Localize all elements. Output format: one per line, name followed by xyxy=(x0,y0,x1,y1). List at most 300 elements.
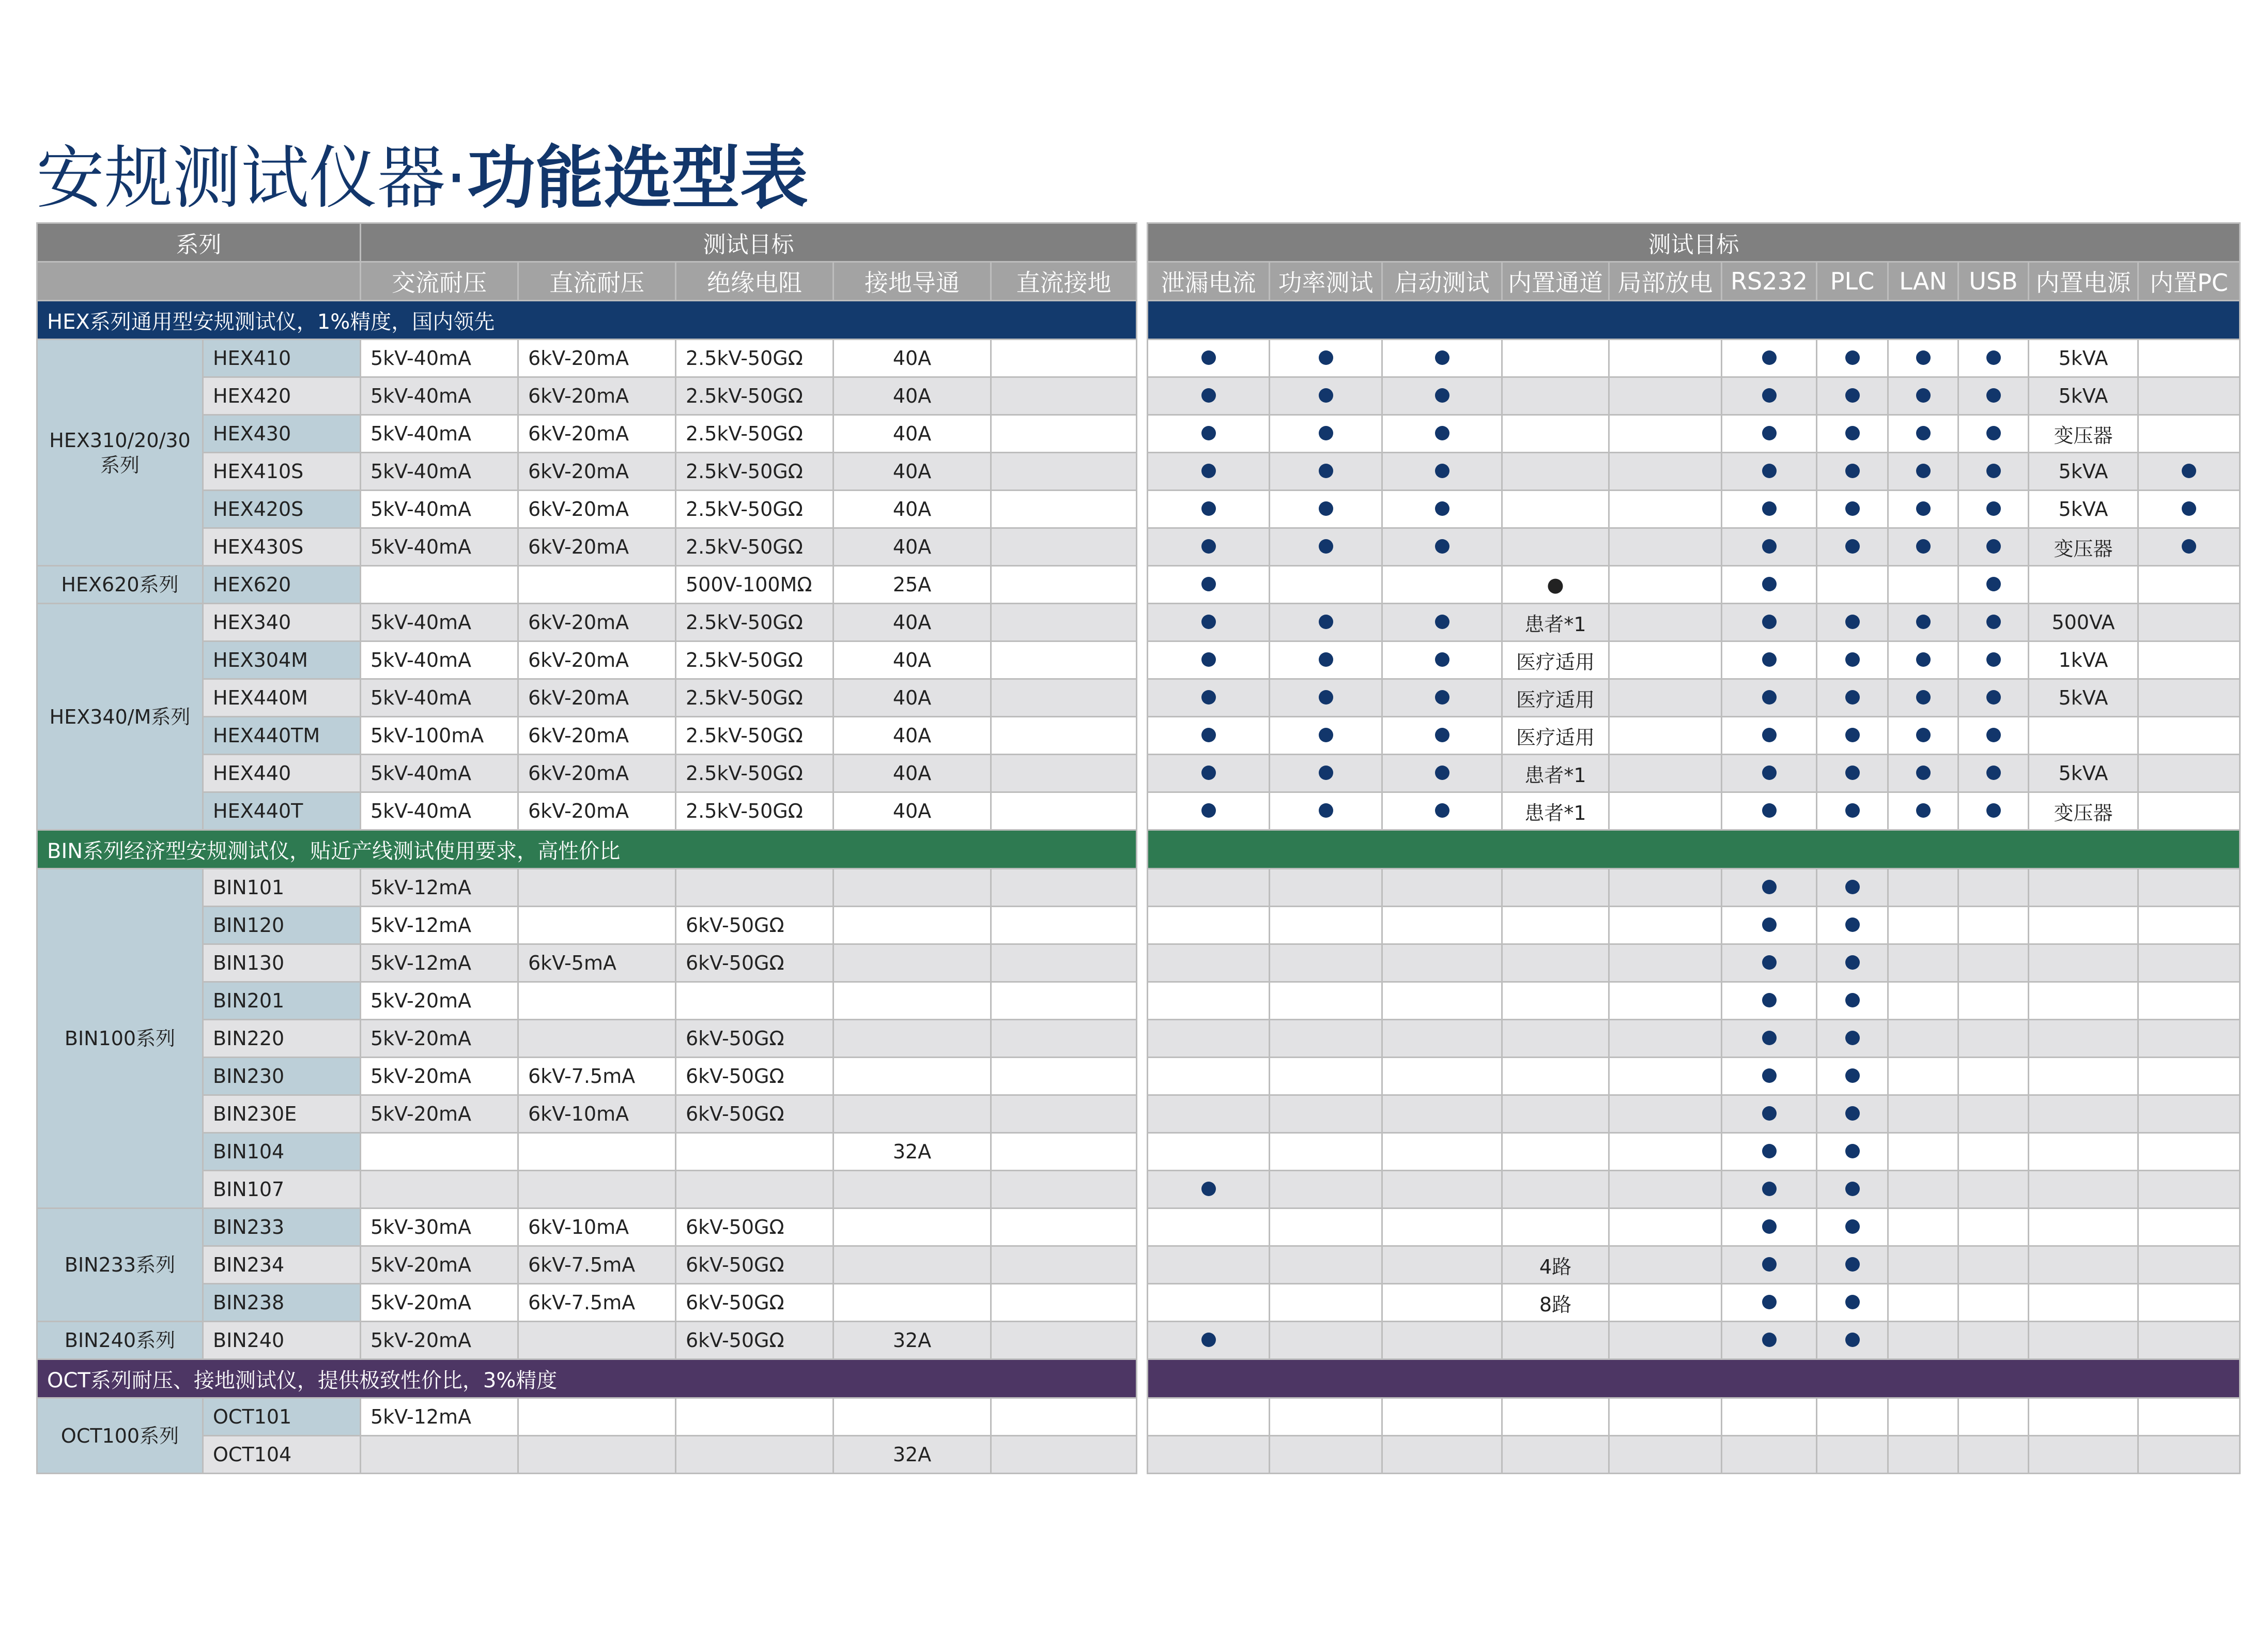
spec-cell xyxy=(991,1020,1137,1058)
feature-cell xyxy=(1888,641,1958,679)
spec-cell xyxy=(991,491,1137,528)
series-cell xyxy=(37,1398,203,1474)
feature-cell xyxy=(1382,453,1502,491)
feature-cell xyxy=(1722,1284,1817,1322)
feature-cell xyxy=(1270,755,1382,792)
feature-dot-icon xyxy=(1201,766,1216,780)
spec-cell xyxy=(991,1436,1137,1474)
feature-text-cell xyxy=(1609,1322,1722,1359)
feature-dot-icon xyxy=(1845,955,1860,970)
feature-cell xyxy=(1270,340,1382,377)
section-row xyxy=(37,830,2240,869)
table-row xyxy=(37,604,2240,641)
feature-dot-icon xyxy=(1845,1182,1860,1196)
feature-cell xyxy=(1817,1133,1888,1171)
column-gap xyxy=(1137,1095,1148,1133)
feature-cell xyxy=(1382,1246,1502,1284)
spec-cell xyxy=(518,1133,676,1171)
column-gap xyxy=(1137,491,1148,528)
spec-cell: 5kV-40mA xyxy=(361,528,518,566)
spec-cell: 40A xyxy=(834,340,991,377)
feature-cell xyxy=(1888,528,1958,566)
column-gap xyxy=(1137,792,1148,830)
feature-dot-icon xyxy=(1845,350,1860,365)
feature-cell xyxy=(1888,869,1958,907)
feature-cell xyxy=(1888,1436,1958,1474)
feature-cell xyxy=(2138,1208,2240,1246)
feature-cell xyxy=(1382,717,1502,755)
model-cell: BIN201 xyxy=(203,982,361,1020)
spec-cell xyxy=(991,1133,1137,1171)
spec-cell xyxy=(834,1095,991,1133)
feature-dot-icon xyxy=(1201,690,1216,705)
feature-text-cell xyxy=(1609,1058,1722,1095)
col-header: LAN xyxy=(1888,262,1958,301)
feature-cell xyxy=(1382,1322,1502,1359)
feature-text-cell xyxy=(1609,792,1722,830)
feature-cell xyxy=(1722,982,1817,1020)
feature-cell xyxy=(1958,641,2029,679)
feature-text-cell xyxy=(2029,869,2138,907)
spec-cell: 6kV-7.5mA xyxy=(518,1246,676,1284)
feature-dot-icon xyxy=(1319,803,1333,818)
feature-cell xyxy=(1888,1020,1958,1058)
feature-cell xyxy=(1958,1246,2029,1284)
feature-dot-icon xyxy=(1435,464,1449,478)
feature-text-cell xyxy=(2029,1133,2138,1171)
feature-dot-icon xyxy=(1916,766,1931,780)
spec-cell: 5kV-100mA xyxy=(361,717,518,755)
feature-text-cell xyxy=(1502,1020,1609,1058)
feature-text-cell xyxy=(2029,982,2138,1020)
model-cell: HEX620 xyxy=(203,566,361,604)
feature-dot-icon xyxy=(1986,690,2001,705)
feature-cell xyxy=(1958,566,2029,604)
feature-cell xyxy=(2138,1284,2240,1322)
spec-cell: 25A xyxy=(834,566,991,604)
feature-dot-icon xyxy=(2182,501,2196,516)
feature-text-cell xyxy=(1502,1095,1609,1133)
section-row xyxy=(37,301,2240,340)
spec-cell: 6kV-20mA xyxy=(518,679,676,717)
spec-cell: 6kV-50GΩ xyxy=(676,944,834,982)
feature-dot-icon xyxy=(1762,1182,1777,1196)
model-cell: HEX304M xyxy=(203,641,361,679)
feature-text-cell xyxy=(2029,1246,2138,1284)
feature-cell xyxy=(1722,1436,1817,1474)
feature-dot-icon xyxy=(1762,766,1777,780)
feature-cell xyxy=(1722,792,1817,830)
feature-dot-icon xyxy=(1201,388,1216,403)
feature-cell xyxy=(2138,792,2240,830)
table-row xyxy=(37,1246,2240,1284)
series-cell xyxy=(37,604,203,830)
spec-cell: 40A xyxy=(834,415,991,453)
feature-cell xyxy=(1148,1246,1270,1284)
feature-text-cell xyxy=(2029,1284,2138,1322)
feature-dot-icon xyxy=(1986,501,2001,516)
feature-dot-icon xyxy=(1762,1144,1777,1158)
feature-cell xyxy=(1382,1020,1502,1058)
feature-cell xyxy=(1148,566,1270,604)
feature-cell xyxy=(1148,717,1270,755)
spec-cell: 2.5kV-50GΩ xyxy=(676,340,834,377)
column-gap xyxy=(1137,944,1148,982)
series-label: HEX310/20/30 xyxy=(49,429,191,452)
feature-text-cell: 患者*1 xyxy=(1502,604,1609,641)
spec-cell xyxy=(991,415,1137,453)
column-gap xyxy=(1137,415,1148,453)
feature-cell xyxy=(2138,1058,2240,1095)
feature-dot-icon xyxy=(1319,464,1333,478)
feature-cell xyxy=(1270,944,1382,982)
feature-cell xyxy=(1958,1208,2029,1246)
feature-cell xyxy=(1722,1208,1817,1246)
spec-cell: 2.5kV-50GΩ xyxy=(676,491,834,528)
feature-dot-icon xyxy=(1201,1333,1216,1347)
spec-cell xyxy=(518,1322,676,1359)
feature-dot-icon xyxy=(1986,464,2001,478)
feature-cell xyxy=(1270,1095,1382,1133)
feature-cell xyxy=(1382,377,1502,415)
feature-dot-icon xyxy=(1845,1031,1860,1045)
feature-cell xyxy=(2138,982,2240,1020)
feature-cell xyxy=(1817,1436,1888,1474)
feature-cell xyxy=(1270,1133,1382,1171)
feature-text-cell xyxy=(1609,415,1722,453)
feature-dot-icon xyxy=(1435,426,1449,440)
series-cell xyxy=(37,1322,203,1359)
series-label: BIN233系列 xyxy=(64,1253,176,1276)
feature-cell xyxy=(1382,1208,1502,1246)
spec-cell: 5kV-12mA xyxy=(361,944,518,982)
feature-dot-icon xyxy=(1845,464,1860,478)
model-cell: HEX410S xyxy=(203,453,361,491)
feature-text-cell xyxy=(2029,1095,2138,1133)
model-cell: HEX420 xyxy=(203,377,361,415)
feature-cell xyxy=(1817,377,1888,415)
spec-cell: 40A xyxy=(834,377,991,415)
table-row xyxy=(37,755,2240,792)
series-label: OCT100系列 xyxy=(60,1424,179,1447)
feature-dot-icon xyxy=(1319,501,1333,516)
spec-cell xyxy=(991,528,1137,566)
feature-cell xyxy=(1722,717,1817,755)
feature-text-cell xyxy=(2029,1398,2138,1436)
feature-cell xyxy=(1270,1436,1382,1474)
feature-text-cell: 8路 xyxy=(1502,1284,1609,1322)
spec-cell: 5kV-20mA xyxy=(361,1246,518,1284)
feature-dot-icon xyxy=(1319,426,1333,440)
spec-cell xyxy=(834,869,991,907)
feature-text-cell xyxy=(1609,453,1722,491)
table-body xyxy=(37,301,2240,1474)
feature-dot-icon xyxy=(1845,539,1860,554)
feature-cell xyxy=(1270,1322,1382,1359)
spec-cell xyxy=(518,907,676,944)
spec-cell xyxy=(991,377,1137,415)
feature-dot-icon xyxy=(2182,464,2196,478)
model-cell: BIN107 xyxy=(203,1171,361,1208)
feature-cell xyxy=(1270,1171,1382,1208)
spec-cell: 40A xyxy=(834,453,991,491)
spec-cell: 2.5kV-50GΩ xyxy=(676,528,834,566)
spec-cell xyxy=(991,869,1137,907)
section-label: HEX系列通用型安规测试仪，1%精度，国内领先 xyxy=(37,301,1137,340)
spec-cell xyxy=(834,982,991,1020)
spec-cell xyxy=(676,1436,834,1474)
feature-text-cell: 患者*1 xyxy=(1502,755,1609,792)
feature-dot-icon xyxy=(1201,501,1216,516)
table-row xyxy=(37,679,2240,717)
feature-dot-icon xyxy=(1201,615,1216,629)
feature-dot-icon xyxy=(1845,1219,1860,1234)
feature-dot-icon xyxy=(1986,426,2001,440)
column-gap xyxy=(1137,641,1148,679)
feature-cell xyxy=(1958,415,2029,453)
feature-cell xyxy=(1148,1133,1270,1171)
spec-cell: 5kV-12mA xyxy=(361,907,518,944)
feature-dot-icon xyxy=(1762,1295,1777,1309)
feature-cell xyxy=(1382,415,1502,453)
feature-cell xyxy=(1888,679,1958,717)
feature-cell xyxy=(1722,491,1817,528)
feature-cell xyxy=(1722,1020,1817,1058)
spec-cell: 6kV-50GΩ xyxy=(676,1208,834,1246)
feature-cell xyxy=(1270,717,1382,755)
spec-cell: 5kV-20mA xyxy=(361,1284,518,1322)
header-blank xyxy=(37,262,361,301)
feature-cell xyxy=(1958,1133,2029,1171)
table-row xyxy=(37,869,2240,907)
feature-cell xyxy=(1382,604,1502,641)
page-title xyxy=(36,132,808,225)
feature-cell xyxy=(1148,792,1270,830)
feature-dot-icon xyxy=(1435,539,1449,554)
spec-cell: 5kV-20mA xyxy=(361,1020,518,1058)
feature-text-cell xyxy=(1502,528,1609,566)
feature-cell xyxy=(1148,453,1270,491)
feature-cell xyxy=(1148,377,1270,415)
feature-dot-icon xyxy=(1435,350,1449,365)
feature-cell xyxy=(1148,641,1270,679)
feature-text-cell xyxy=(2029,1208,2138,1246)
spec-cell: 2.5kV-50GΩ xyxy=(676,679,834,717)
feature-cell xyxy=(1958,907,2029,944)
feature-dot-icon xyxy=(1762,388,1777,403)
feature-cell xyxy=(1148,604,1270,641)
feature-cell xyxy=(2138,717,2240,755)
feature-text-cell: 5kVA xyxy=(2029,340,2138,377)
feature-dot-icon xyxy=(1762,803,1777,818)
feature-dot-icon xyxy=(1916,690,1931,705)
spec-cell xyxy=(676,1171,834,1208)
feature-cell xyxy=(2138,641,2240,679)
column-gap xyxy=(1137,1133,1148,1171)
model-cell: BIN230 xyxy=(203,1058,361,1095)
spec-cell xyxy=(518,1020,676,1058)
feature-cell xyxy=(1270,453,1382,491)
spec-cell xyxy=(991,641,1137,679)
feature-cell xyxy=(1270,377,1382,415)
feature-cell xyxy=(1958,869,2029,907)
feature-cell xyxy=(1722,340,1817,377)
column-gap xyxy=(1137,1284,1148,1322)
model-cell: HEX430 xyxy=(203,415,361,453)
feature-cell xyxy=(1958,1171,2029,1208)
feature-cell xyxy=(1148,755,1270,792)
column-gap xyxy=(1137,1436,1148,1474)
feature-cell xyxy=(1148,944,1270,982)
table-row xyxy=(37,1020,2240,1058)
spec-cell: 5kV-40mA xyxy=(361,641,518,679)
series-label: BIN100系列 xyxy=(64,1027,176,1050)
feature-dot-icon xyxy=(1319,615,1333,629)
feature-dot-icon xyxy=(1762,501,1777,516)
feature-dot-icon xyxy=(1435,615,1449,629)
column-gap xyxy=(1137,1246,1148,1284)
table-row xyxy=(37,1095,2240,1133)
spec-cell: 40A xyxy=(834,491,991,528)
feature-cell xyxy=(1958,453,2029,491)
feature-cell xyxy=(1722,377,1817,415)
feature-cell xyxy=(1382,340,1502,377)
feature-text-cell xyxy=(2029,1322,2138,1359)
feature-cell xyxy=(1270,1020,1382,1058)
model-cell: BIN240 xyxy=(203,1322,361,1359)
feature-text-cell xyxy=(2029,1058,2138,1095)
feature-cell xyxy=(1382,679,1502,717)
feature-cell xyxy=(1817,1020,1888,1058)
feature-cell xyxy=(1958,1436,2029,1474)
column-gap xyxy=(1137,1020,1148,1058)
col-header: 接地导通 xyxy=(834,262,991,301)
spec-cell xyxy=(991,340,1137,377)
feature-dot-icon xyxy=(1916,501,1931,516)
col-header: 内置通道 xyxy=(1502,262,1609,301)
feature-dot-icon xyxy=(1845,615,1860,629)
feature-cell xyxy=(1958,1095,2029,1133)
feature-cell xyxy=(1148,1398,1270,1436)
section-fill xyxy=(1148,301,2240,340)
spec-cell: 6kV-20mA xyxy=(518,792,676,830)
feature-cell xyxy=(1382,1171,1502,1208)
spec-cell: 2.5kV-50GΩ xyxy=(676,641,834,679)
col-header: 启动测试 xyxy=(1382,262,1502,301)
feature-cell xyxy=(1722,1058,1817,1095)
spec-cell: 2.5kV-50GΩ xyxy=(676,604,834,641)
feature-cell xyxy=(1958,528,2029,566)
feature-cell xyxy=(1722,1171,1817,1208)
feature-cell xyxy=(1817,1398,1888,1436)
spec-cell: 5kV-12mA xyxy=(361,1398,518,1436)
spec-cell xyxy=(361,566,518,604)
feature-dot-icon xyxy=(1201,464,1216,478)
feature-text-cell xyxy=(1609,641,1722,679)
spec-cell xyxy=(518,982,676,1020)
spec-cell xyxy=(834,1058,991,1095)
feature-cell xyxy=(1722,415,1817,453)
feature-cell xyxy=(1270,1246,1382,1284)
feature-text-cell: 4路 xyxy=(1502,1246,1609,1284)
series-cell xyxy=(37,566,203,604)
feature-text-cell: 5kVA xyxy=(2029,679,2138,717)
feature-cell xyxy=(1888,982,1958,1020)
table-row xyxy=(37,717,2240,755)
feature-cell xyxy=(2138,1246,2240,1284)
feature-dot-icon xyxy=(1319,690,1333,705)
feature-text-cell xyxy=(1609,604,1722,641)
feature-cell xyxy=(1148,1436,1270,1474)
page-title-emphasis: 功能选型表 xyxy=(467,139,808,218)
series-label: BIN240系列 xyxy=(64,1329,176,1352)
spec-cell: 5kV-40mA xyxy=(361,340,518,377)
model-cell: BIN238 xyxy=(203,1284,361,1322)
feature-cell xyxy=(1270,792,1382,830)
feature-cell xyxy=(1817,641,1888,679)
spec-cell: 5kV-40mA xyxy=(361,491,518,528)
feature-cell xyxy=(2138,869,2240,907)
feature-text-cell: 医疗适用 xyxy=(1502,679,1609,717)
table-row xyxy=(37,528,2240,566)
feature-text-cell xyxy=(1609,377,1722,415)
feature-dot-icon xyxy=(1916,728,1931,742)
table-row xyxy=(37,491,2240,528)
feature-dot-icon xyxy=(1845,993,1860,1007)
spec-cell xyxy=(834,1208,991,1246)
spec-cell: 6kV-20mA xyxy=(518,377,676,415)
col-header: 泄漏电流 xyxy=(1148,262,1270,301)
table-row xyxy=(37,377,2240,415)
feature-cell xyxy=(2138,1322,2240,1359)
series-label: HEX340/M系列 xyxy=(49,705,191,728)
feature-cell xyxy=(1958,792,2029,830)
feature-dot-icon xyxy=(1916,539,1931,554)
column-gap xyxy=(1137,1208,1148,1246)
feature-cell xyxy=(1888,1058,1958,1095)
spec-cell xyxy=(676,1398,834,1436)
feature-cell xyxy=(1270,982,1382,1020)
spec-cell xyxy=(991,755,1137,792)
feature-text-cell xyxy=(2029,907,2138,944)
feature-cell xyxy=(1888,1246,1958,1284)
spec-cell: 32A xyxy=(834,1322,991,1359)
column-gap xyxy=(1137,301,1148,340)
feature-dot-icon xyxy=(1986,766,2001,780)
spec-cell: 2.5kV-50GΩ xyxy=(676,377,834,415)
spec-cell xyxy=(991,604,1137,641)
spec-cell: 5kV-40mA xyxy=(361,377,518,415)
feature-dot-icon xyxy=(1986,388,2001,403)
feature-dot-icon xyxy=(1845,501,1860,516)
feature-cell xyxy=(1722,944,1817,982)
feature-cell xyxy=(1722,869,1817,907)
feature-cell xyxy=(1958,1398,2029,1436)
spec-cell: 6kV-20mA xyxy=(518,641,676,679)
table-row xyxy=(37,792,2240,830)
spec-cell: 2.5kV-50GΩ xyxy=(676,755,834,792)
feature-text-cell xyxy=(1502,944,1609,982)
feature-dot-icon xyxy=(1435,728,1449,742)
feature-dot-icon xyxy=(1845,388,1860,403)
spec-cell: 6kV-7.5mA xyxy=(518,1284,676,1322)
feature-cell xyxy=(1382,1398,1502,1436)
spec-cell: 40A xyxy=(834,755,991,792)
feature-cell xyxy=(1382,869,1502,907)
table-row xyxy=(37,1322,2240,1359)
feature-cell xyxy=(1722,528,1817,566)
feature-text-cell: ● xyxy=(1502,566,1609,604)
